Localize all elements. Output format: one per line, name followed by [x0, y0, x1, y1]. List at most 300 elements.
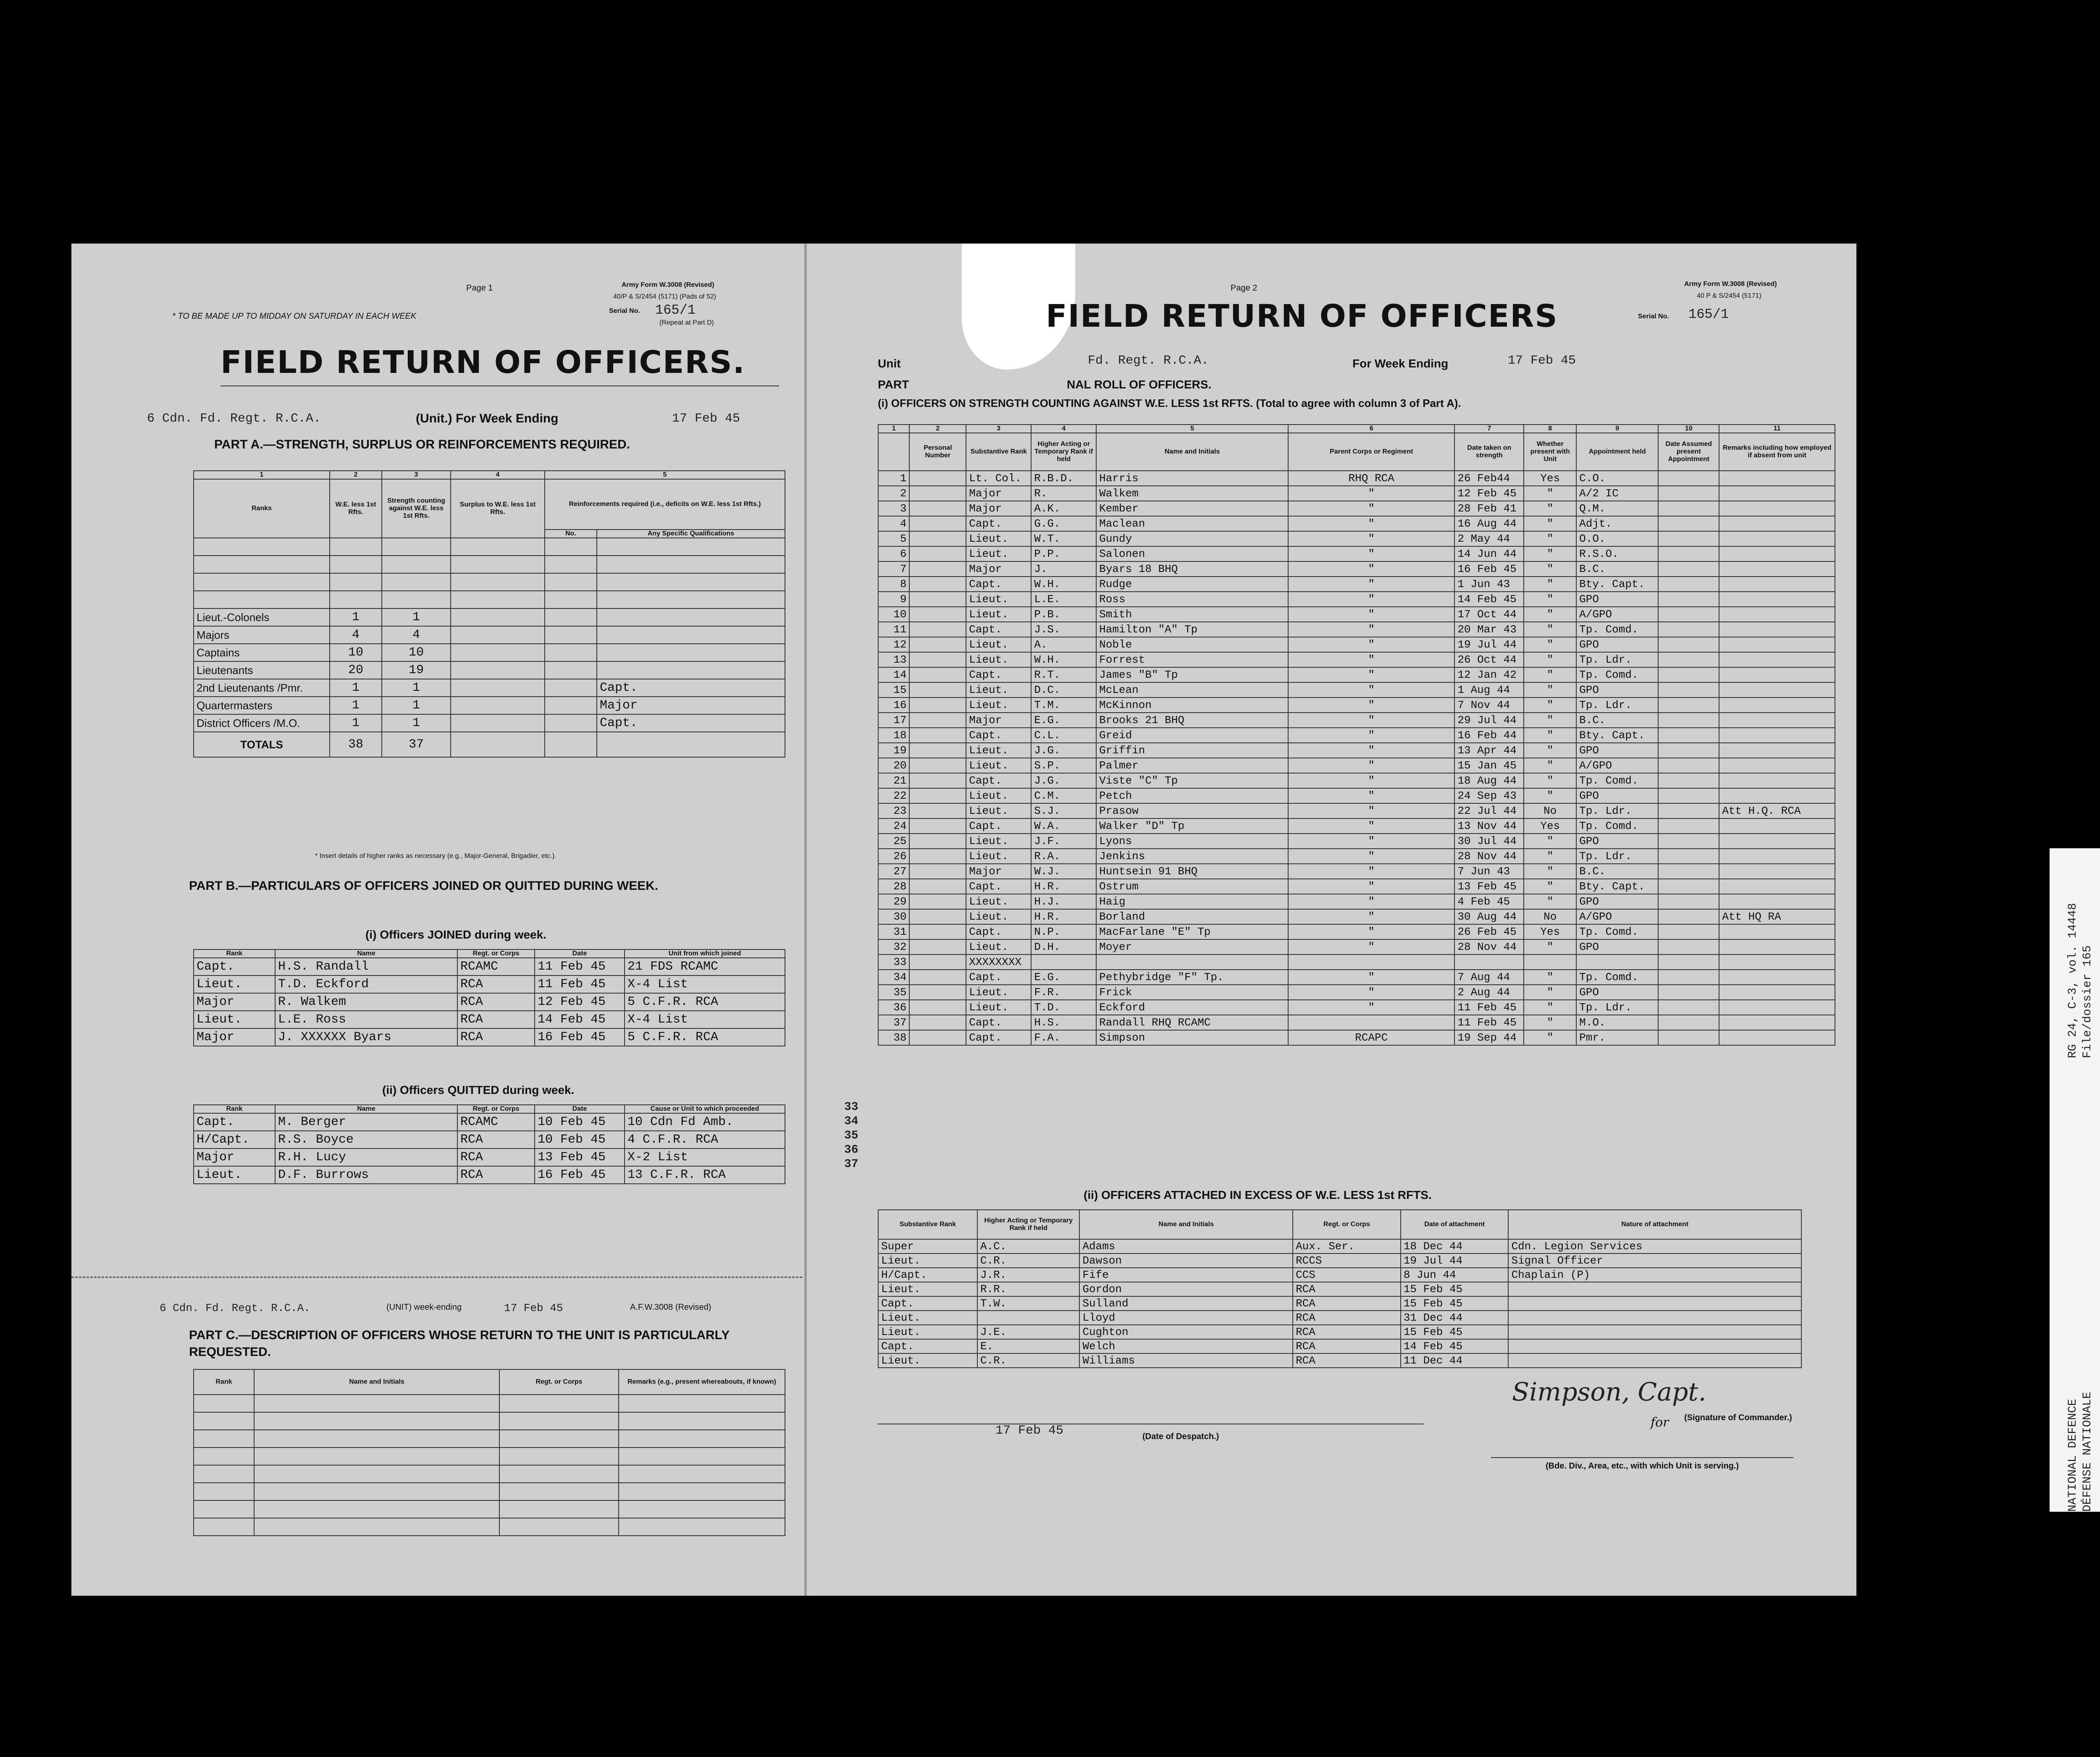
attached-rank: H/Capt.	[878, 1268, 977, 1282]
officer-appt: GPO	[1576, 894, 1658, 909]
officer-present: "	[1524, 788, 1576, 803]
quitted-row-date: 16 Feb 45	[535, 1166, 625, 1184]
officer-remarks	[1719, 546, 1835, 561]
officer-date: 1 Aug 44	[1454, 682, 1524, 698]
quitted-row-corps: RCA	[457, 1131, 535, 1149]
joined-row-date: 11 Feb 45	[535, 976, 625, 993]
officer-appt: M.O.	[1576, 1015, 1658, 1030]
attached-row	[878, 1268, 1801, 1282]
officer-corps: RHQ RCA	[1288, 471, 1454, 486]
quitted-title: (ii) Officers QUITTED during week.	[382, 1083, 575, 1096]
officer-present: "	[1524, 985, 1576, 1000]
officer-name: Jenkins	[1096, 849, 1288, 864]
officer-date: 28 Nov 44	[1454, 939, 1524, 955]
officer-name: Eckford	[1096, 1000, 1288, 1015]
attached-name: Williams	[1079, 1353, 1293, 1368]
officer-present: "	[1524, 1000, 1576, 1015]
attached-init: E.	[977, 1339, 1079, 1353]
part-label: PART	[878, 378, 909, 391]
officer-n: 13	[878, 652, 909, 667]
attached-init: C.R.	[977, 1353, 1079, 1368]
officer-rank: Capt.	[966, 879, 1031, 894]
officer-corps: "	[1288, 1000, 1454, 1015]
officer-rank: Capt.	[966, 924, 1031, 939]
officer-remarks	[1719, 577, 1835, 592]
page-1	[71, 244, 802, 1596]
attached-date: 14 Feb 45	[1401, 1339, 1509, 1353]
officer-appt: C.O.	[1576, 471, 1658, 486]
attached-name: Welch	[1079, 1339, 1293, 1353]
column-number: 3	[966, 425, 1031, 433]
officer-row	[878, 909, 1835, 924]
officer-remarks: Att HQ RA	[1719, 909, 1835, 924]
officer-remarks	[1719, 955, 1835, 970]
officer-name: Maclean	[1096, 516, 1288, 531]
officer-n: 5	[878, 531, 909, 546]
officer-rank: Lieut.	[966, 985, 1031, 1000]
officer-appt: Tp. Comd.	[1576, 818, 1658, 834]
quitted-row-rank: H/Capt.	[194, 1131, 275, 1149]
part-c-title: PART C.—DESCRIPTION OF OFFICERS WHOSE RETURN TO THE UNIT IS PARTICULARLY REQUESTED.	[189, 1328, 730, 1359]
quitted-row-unit: 10 Cdn Fd Amb.	[625, 1113, 785, 1131]
officer-empty-cell	[909, 607, 966, 622]
officer-corps: "	[1288, 486, 1454, 501]
officer-date: 19 Jul 44	[1454, 637, 1524, 652]
officer-name: Forrest	[1096, 652, 1288, 667]
officer-name: James "B" Tp	[1096, 667, 1288, 682]
officer-corps: "	[1288, 682, 1454, 698]
attached-init: C.R.	[977, 1254, 1079, 1268]
officer-name: Frick	[1096, 985, 1288, 1000]
attached-name: Cughton	[1079, 1325, 1293, 1339]
officer-corps: "	[1288, 501, 1454, 516]
officer-empty-cell	[909, 1000, 966, 1015]
officer-appt: B.C.	[1576, 864, 1658, 879]
officer-rank: Capt.	[966, 773, 1031, 788]
officer-empty-cell	[1658, 879, 1719, 894]
officer-remarks	[1719, 667, 1835, 682]
officer-rank: Capt.	[966, 970, 1031, 985]
column-number: 4	[1031, 425, 1096, 433]
attached-name: Fife	[1079, 1268, 1293, 1282]
joined-row-unit: 5 C.F.R. RCA	[625, 993, 785, 1011]
officer-remarks	[1719, 622, 1835, 637]
column-header: Personal Number	[909, 433, 966, 471]
officer-init	[1031, 955, 1096, 970]
officer-init: C.M.	[1031, 788, 1096, 803]
attached-date: 18 Dec 44	[1401, 1239, 1509, 1254]
officer-init: W.H.	[1031, 577, 1096, 592]
quitted-row-rank: Major	[194, 1149, 275, 1166]
officer-name: Palmer	[1096, 758, 1288, 773]
officer-rank: Major	[966, 864, 1031, 879]
officer-remarks	[1719, 985, 1835, 1000]
officer-empty-cell	[1658, 607, 1719, 622]
officer-corps: "	[1288, 546, 1454, 561]
attached-date: 19 Jul 44	[1401, 1254, 1509, 1268]
officer-empty-cell	[1658, 970, 1719, 985]
totals-row: TOTALS 38 37	[194, 732, 785, 757]
officer-remarks	[1719, 970, 1835, 985]
officer-init: N.P.	[1031, 924, 1096, 939]
attached-name: Sulland	[1079, 1296, 1293, 1311]
officer-init: H.J.	[1031, 894, 1096, 909]
officer-present: "	[1524, 743, 1576, 758]
officer-empty-cell	[909, 577, 966, 592]
officer-init: E.G.	[1031, 713, 1096, 728]
officer-date: 4 Feb 45	[1454, 894, 1524, 909]
officer-name: Pethybridge "F" Tp.	[1096, 970, 1288, 985]
joined-row-rank: Lieut.	[194, 1011, 275, 1028]
officer-corps: "	[1288, 577, 1454, 592]
officer-appt: GPO	[1576, 939, 1658, 955]
officer-date: 7 Jun 43	[1454, 864, 1524, 879]
part-a-row: District Officers /M.O. 1 1 Capt.	[194, 714, 785, 732]
joined-row	[194, 958, 785, 976]
officer-appt: GPO	[1576, 834, 1658, 849]
officer-name: Viste "C" Tp	[1096, 773, 1288, 788]
officer-present: "	[1524, 607, 1576, 622]
officer-rank: Capt.	[966, 1015, 1031, 1030]
officer-name: Walkem	[1096, 486, 1288, 501]
despatch-label: (Date of Despatch.)	[1142, 1432, 1219, 1441]
officer-n: 27	[878, 864, 909, 879]
officer-name: Gundy	[1096, 531, 1288, 546]
officer-row	[878, 818, 1835, 834]
officer-remarks	[1719, 486, 1835, 501]
joined-row	[194, 1028, 785, 1046]
attached-rank: Lieut.	[878, 1254, 977, 1268]
officer-name: Huntsein 91 BHQ	[1096, 864, 1288, 879]
officer-empty-cell	[1658, 955, 1719, 970]
officer-empty-cell	[1658, 849, 1719, 864]
officer-name: Randall RHQ RCAMC	[1096, 1015, 1288, 1030]
attached-nature	[1508, 1325, 1801, 1339]
officer-empty-cell	[909, 879, 966, 894]
officer-empty-cell	[1658, 803, 1719, 818]
page-fold	[804, 244, 807, 1596]
officer-empty-cell	[1658, 516, 1719, 531]
officer-remarks	[1719, 894, 1835, 909]
officer-name: Lyons	[1096, 834, 1288, 849]
attached-rank: Super	[878, 1239, 977, 1254]
attached-corps: CCS	[1293, 1268, 1401, 1282]
officer-init: J.	[1031, 561, 1096, 577]
joined-title: (i) Officers JOINED during week.	[365, 928, 546, 941]
officer-present: "	[1524, 577, 1576, 592]
officer-date: 19 Sep 44	[1454, 1030, 1524, 1045]
officer-appt: A/GPO	[1576, 909, 1658, 924]
part-a-row: Majors 4 4	[194, 626, 785, 644]
officer-remarks	[1719, 698, 1835, 713]
officer-row	[878, 531, 1835, 546]
officer-n: 28	[878, 879, 909, 894]
officer-date: 1 Jun 43	[1454, 577, 1524, 592]
officer-appt: GPO	[1576, 682, 1658, 698]
attached-init: T.W.	[977, 1296, 1079, 1311]
officer-empty-cell	[909, 516, 966, 531]
officer-name: Noble	[1096, 637, 1288, 652]
officer-remarks	[1719, 818, 1835, 834]
officer-empty-cell	[1658, 667, 1719, 682]
officer-name: McLean	[1096, 682, 1288, 698]
joined-row-unit: X-4 List	[625, 1011, 785, 1028]
officer-remarks	[1719, 531, 1835, 546]
tear-line	[71, 1277, 802, 1278]
officer-corps: "	[1288, 607, 1454, 622]
officer-rank: Lieut.	[966, 546, 1031, 561]
officer-present: "	[1524, 849, 1576, 864]
officer-init: T.M.	[1031, 698, 1096, 713]
officer-present: "	[1524, 834, 1576, 849]
attached-nature	[1508, 1282, 1801, 1296]
part-a-title: PART A.—STRENGTH, SURPLUS OR REINFORCEMENTS REQUIRED.	[214, 438, 630, 451]
officer-empty-cell	[909, 788, 966, 803]
officer-row	[878, 834, 1835, 849]
reinforcements-header: Reinforcements required (i.e., deficits on W.E. less 1st Rfts.)	[545, 479, 785, 530]
officer-present	[1524, 955, 1576, 970]
officer-row	[878, 698, 1835, 713]
column-header: Name and Initials	[1096, 433, 1288, 471]
officer-remarks	[1719, 713, 1835, 728]
attached-nature: Chaplain (P)	[1508, 1268, 1801, 1282]
officer-date: 22 Jul 44	[1454, 803, 1524, 818]
officer-name: Salonen	[1096, 546, 1288, 561]
joined-row-rank: Lieut.	[194, 976, 275, 993]
officer-empty-cell	[1658, 894, 1719, 909]
officer-date: 12 Feb 45	[1454, 486, 1524, 501]
attached-row	[878, 1296, 1801, 1311]
column-number: 9	[1576, 425, 1658, 433]
joined-row-name: J. XXXXXX Byars	[275, 1028, 457, 1046]
officer-row	[878, 728, 1835, 743]
footer-form: A.F.W.3008 (Revised)	[630, 1303, 711, 1312]
officer-appt: B.C.	[1576, 561, 1658, 577]
officer-row	[878, 1015, 1835, 1030]
officer-date: 30 Aug 44	[1454, 909, 1524, 924]
officer-rank: Lieut.	[966, 894, 1031, 909]
officer-name: Harris	[1096, 471, 1288, 486]
officer-present: "	[1524, 879, 1576, 894]
unit-value: Fd. Regt. R.C.A.	[1088, 354, 1209, 368]
officer-appt: Tp. Comd.	[1576, 924, 1658, 939]
officer-date: 11 Feb 45	[1454, 1000, 1524, 1015]
officer-init: F.A.	[1031, 1030, 1096, 1045]
officer-rank: Lieut.	[966, 758, 1031, 773]
officer-corps: "	[1288, 667, 1454, 682]
officer-remarks	[1719, 1015, 1835, 1030]
officer-empty-cell	[1658, 1030, 1719, 1045]
officer-name: Petch	[1096, 788, 1288, 803]
joined-row-name: R. Walkem	[275, 993, 457, 1011]
officer-n: 35	[878, 985, 909, 1000]
officer-present: "	[1524, 773, 1576, 788]
officer-n: 31	[878, 924, 909, 939]
officer-name: MacFarlane "E" Tp	[1096, 924, 1288, 939]
officer-n: 25	[878, 834, 909, 849]
officer-corps: "	[1288, 818, 1454, 834]
officer-empty-cell	[1658, 531, 1719, 546]
officer-appt: Tp. Comd.	[1576, 970, 1658, 985]
joined-row	[194, 976, 785, 993]
officer-date: 12 Jan 42	[1454, 667, 1524, 682]
officer-empty-cell	[909, 486, 966, 501]
officer-corps: "	[1288, 516, 1454, 531]
officer-n: 2	[878, 486, 909, 501]
officer-date: 29 Jul 44	[1454, 713, 1524, 728]
column-number: 10	[1658, 425, 1719, 433]
officer-present: "	[1524, 561, 1576, 577]
officer-name: Greid	[1096, 728, 1288, 743]
column-header: Date taken on strength	[1454, 433, 1524, 471]
margin-numbers	[844, 1100, 858, 1172]
officer-date: 26 Feb44	[1454, 471, 1524, 486]
officer-init: H.S.	[1031, 1015, 1096, 1030]
quitted-row-corps: RCA	[457, 1166, 535, 1184]
officer-present: "	[1524, 758, 1576, 773]
officer-appt: A/GPO	[1576, 607, 1658, 622]
officer-corps: "	[1288, 985, 1454, 1000]
signature-for: for	[1651, 1415, 1669, 1430]
column-number: 2	[909, 425, 966, 433]
officer-empty-cell	[1658, 1000, 1719, 1015]
attached-corps: RCA	[1293, 1325, 1401, 1339]
dept-line-2: DÉFENSE NATIONALE	[2081, 1392, 2094, 1512]
officer-init: P.B.	[1031, 607, 1096, 622]
officer-row	[878, 743, 1835, 758]
officer-name: Byars 18 BHQ	[1096, 561, 1288, 577]
officer-present: "	[1524, 667, 1576, 682]
quitted-row-date: 10 Feb 45	[535, 1131, 625, 1149]
officer-row	[878, 758, 1835, 773]
officer-rank: Lieut.	[966, 803, 1031, 818]
officer-remarks	[1719, 924, 1835, 939]
officer-empty-cell	[909, 637, 966, 652]
officer-rank: Major	[966, 713, 1031, 728]
officer-present: Yes	[1524, 471, 1576, 486]
attached-rank: Lieut.	[878, 1282, 977, 1296]
column-header: Date Assumed present Appointment	[1658, 433, 1719, 471]
officer-remarks	[1719, 652, 1835, 667]
page-2	[811, 244, 1856, 1596]
officer-present: "	[1524, 728, 1576, 743]
officer-corps: "	[1288, 743, 1454, 758]
dept-line-1: NATIONAL DEFENCE	[2066, 1399, 2079, 1512]
attached-date: 15 Feb 45	[1401, 1296, 1509, 1311]
reference-line-1: RG 24, C-3, vol. 14448	[2066, 903, 2079, 1058]
officer-row	[878, 713, 1835, 728]
made-up-note: * TO BE MADE UP TO MIDDAY ON SATURDAY IN EACH WEEK	[172, 312, 417, 321]
officer-rank: Capt.	[966, 818, 1031, 834]
attached-name: Gordon	[1079, 1282, 1293, 1296]
officer-empty-cell	[909, 501, 966, 516]
attached-name: Adams	[1079, 1239, 1293, 1254]
serial-label: Serial No.	[1638, 313, 1669, 320]
officer-corps: "	[1288, 622, 1454, 637]
column-headers	[878, 433, 1835, 471]
officer-empty-cell	[909, 939, 966, 955]
margin-number: 37	[844, 1158, 858, 1171]
attached-rank: Lieut.	[878, 1325, 977, 1339]
officer-appt: Tp. Comd.	[1576, 622, 1658, 637]
officer-init: J.S.	[1031, 622, 1096, 637]
attached-date: 15 Feb 45	[1401, 1325, 1509, 1339]
officer-corps: "	[1288, 970, 1454, 985]
officer-empty-cell	[909, 1030, 966, 1045]
officer-empty-cell	[1658, 728, 1719, 743]
officer-name: Rudge	[1096, 577, 1288, 592]
attached-date: 31 Dec 44	[1401, 1311, 1509, 1325]
quitted-row-name: D.F. Burrows	[275, 1166, 457, 1184]
officer-empty-cell	[1658, 713, 1719, 728]
officer-date: 14 Jun 44	[1454, 546, 1524, 561]
officer-init: W.A.	[1031, 818, 1096, 834]
joined-row-corps: RCA	[457, 976, 535, 993]
officer-empty-cell	[1658, 561, 1719, 577]
officer-present: "	[1524, 531, 1576, 546]
joined-row-unit: 21 FDS RCAMC	[625, 958, 785, 976]
column-numbers	[878, 425, 1835, 433]
week-value: 17 Feb 45	[1508, 354, 1576, 368]
officer-appt: O.O.	[1576, 531, 1658, 546]
officer-empty-cell	[909, 652, 966, 667]
officer-init: J.G.	[1031, 743, 1096, 758]
attached-header: Name and Initials	[1079, 1210, 1293, 1239]
attached-corps: RCA	[1293, 1339, 1401, 1353]
section-ii-title: (ii) OFFICERS ATTACHED IN EXCESS OF W.E. LESS 1st RFTS.	[1084, 1188, 1432, 1201]
officer-rank: Lt. Col.	[966, 471, 1031, 486]
officer-n: 22	[878, 788, 909, 803]
officer-empty-cell	[1658, 622, 1719, 637]
officer-remarks	[1719, 501, 1835, 516]
officer-row	[878, 682, 1835, 698]
officer-empty-cell	[1658, 501, 1719, 516]
serial-note: (Repeat at Part D)	[659, 319, 714, 326]
officer-present: No	[1524, 803, 1576, 818]
officer-remarks	[1719, 561, 1835, 577]
officer-date: 14 Feb 45	[1454, 592, 1524, 607]
column-number: 7	[1454, 425, 1524, 433]
officer-name: Griffin	[1096, 743, 1288, 758]
column-number: 8	[1524, 425, 1576, 433]
officer-corps: "	[1288, 788, 1454, 803]
officer-empty-cell	[1658, 758, 1719, 773]
officer-init: P.P.	[1031, 546, 1096, 561]
attached-nature: Cdn. Legion Services	[1508, 1239, 1801, 1254]
joined-row-corps: RCA	[457, 1011, 535, 1028]
col-3: 3	[382, 471, 451, 479]
attached-corps: RCA	[1293, 1353, 1401, 1368]
officer-present: "	[1524, 894, 1576, 909]
attached-row	[878, 1311, 1801, 1325]
quitted-row-corps: RCA	[457, 1149, 535, 1166]
attached-date: 15 Feb 45	[1401, 1282, 1509, 1296]
officers-table	[878, 424, 1835, 1046]
officer-empty-cell	[1658, 985, 1719, 1000]
joined-table: Rank Name Regt. or Corps Date Unit from which joined Capt. H.S. Randall RCAMC 11 Feb 45 21 FDS RCAMC Lieut. T.D. Eckford RCA 11 Feb 45 X-4 List Major R. Walkem RCA 12 Feb 45 5 C.F.R. RCA Lieut. L.E. Ross RCA 14 Feb 45 X-4 List Major J. XXXXXX Byars RCA 16 Feb 45 5 C.F.R. RCA	[193, 949, 785, 1046]
officer-remarks	[1719, 728, 1835, 743]
form-reference: Army Form W.3008 (Revised)	[622, 281, 714, 288]
officer-empty-cell	[909, 698, 966, 713]
officer-remarks	[1719, 879, 1835, 894]
joined-row-rank: Major	[194, 993, 275, 1011]
officer-row	[878, 803, 1835, 818]
week-ending: 17 Feb 45	[672, 412, 740, 426]
attached-header: Higher Acting or Temporary Rank if held	[977, 1210, 1079, 1239]
quitted-row-name: R.S. Boyce	[275, 1131, 457, 1149]
officer-remarks	[1719, 758, 1835, 773]
officer-empty-cell	[909, 667, 966, 682]
